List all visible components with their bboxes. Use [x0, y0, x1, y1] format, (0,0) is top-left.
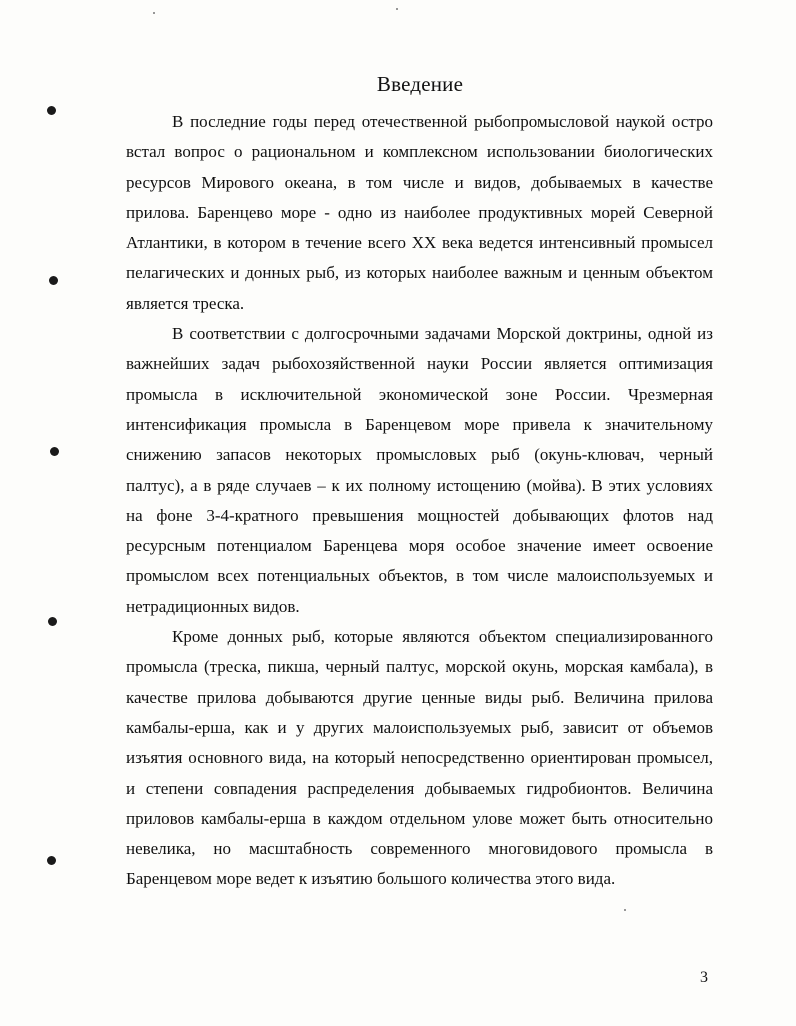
binding-hole-mark [48, 617, 57, 626]
paragraph: В соответствии с долгосрочными задачами Морской доктрины, одной из важнейших задач рыбохозяйственной науки России является оптимизация промысла в исключительной экономической зоне России. Чрезмерная интенсификация промысла в Баренцевом море привела к значительному снижению запасов некоторых промысловых рыб (окунь-клювач, черный палтус), а в ряде случаев – к их полному истощению (мойва). В этих условиях на фоне 3-4-кратного превышения мощностей добывающих флотов над ресурсным потенциалом Баренцева моря особое значение имеет освоение промыслом всех потенциальных объектов, в том числе малоиспользуемых и нетрадиционных видов. [126, 324, 713, 616]
body-text [126, 107, 713, 895]
binding-hole-mark [47, 106, 56, 115]
scan-speck [624, 909, 626, 911]
scan-speck [153, 12, 155, 14]
paragraph: Кроме донных рыб, которые являются объектом специализированного промысла (треска, пикша, черный палтус, морской окунь, морская камбала), в качестве прилова добываются другие ценные виды рыб. Величина прилова камбалы-ерша, как и у других малоиспользуемых рыб, зависит от объемов изъятия основного вида, на который непосредственно ориентирован промысел, и степени совпадения распределения добываемых гидробионтов. Величина приловов камбалы-ерша в каждом отдельном улове может быть относительно невелика, но масштабность современного многовидового промысла в Баренцевом море ведет к изъятию большого количества этого вида. [126, 627, 713, 889]
page-title: Введение [376, 72, 464, 96]
binding-hole-mark [50, 447, 59, 456]
binding-hole-mark [49, 276, 58, 285]
scan-speck [396, 8, 398, 10]
paragraph: В последние годы перед отечественной рыбопромысловой наукой остро встал вопрос о рациональном и комплексном использовании биологических ресурсов Мирового океана, в том числе и видов, добываемых в качестве прилова. Баренцево море - одно из наиболее продуктивных морей Северной Атлантики, в котором в течение всего XX века ведется интенсивный промысел пелагических и донных рыб, из которых наиболее важным и ценным объектом является треска. [126, 112, 713, 313]
binding-hole-mark [47, 856, 56, 865]
page-number: 3 [700, 969, 708, 986]
